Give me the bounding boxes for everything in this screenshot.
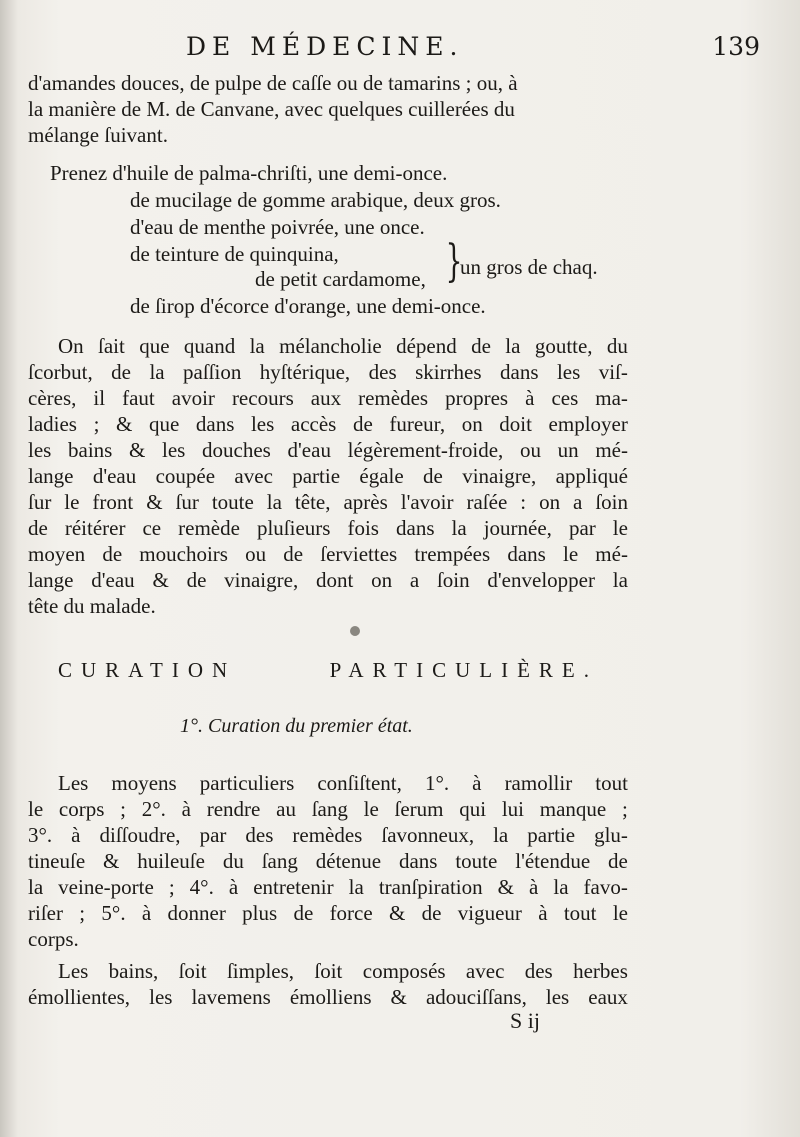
text-line: moyen de mouchoirs ou de ſerviettes trempées dans le mé-	[28, 542, 628, 566]
text-line: 3°. à diſſoudre, par des remèdes ſavonneux, la partie glu-	[28, 823, 628, 847]
text-line: lange d'eau coupée avec partie égale de vinaigre, appliqué	[28, 464, 628, 488]
text-line: tineuſe & huileuſe du ſang détenue dans toute l'étendue de	[28, 849, 628, 873]
paragraph-2	[28, 333, 628, 619]
section-subheading: 1°. Curation du premier état.	[180, 715, 413, 737]
ornament-dot-icon	[350, 626, 360, 636]
text-line: Les moyens particuliers conſiſtent, 1°. à ramollir tout	[58, 771, 628, 795]
recipe-line: de ſirop d'écorce d'orange, une demi-once.	[130, 294, 486, 318]
text-line: On ſait que quand la mélancholie dépend de la goutte, du	[58, 334, 628, 358]
text-line: ladies ; & que dans les accès de fureur, on doit employer	[28, 412, 628, 436]
signature-mark: S ij	[510, 1008, 540, 1033]
page-number: 139	[712, 32, 760, 61]
recipe-line: de petit cardamome,	[255, 267, 426, 291]
text-line: tête du malade.	[28, 594, 156, 618]
text-line: riſer ; 5°. à donner plus de force & de vigueur à tout le	[28, 901, 628, 925]
text-line: de réitérer ce remède pluſieurs fois dans la journée, par le	[28, 516, 628, 540]
recipe-line: de mucilage de gomme arabique, deux gros.	[130, 188, 501, 212]
text-line: lange d'eau & de vinaigre, dont on a ſoin d'envelopper la	[28, 568, 628, 592]
recipe-line: d'eau de menthe poivrée, une once.	[130, 215, 425, 239]
paragraph-1	[28, 70, 628, 148]
text-line: cères, il faut avoir recours aux remèdes propres à ces ma-	[28, 386, 628, 410]
text-line: le corps ; 2°. à rendre au ſang le ſerum qui lui manque ;	[28, 797, 628, 821]
text-line: mélange ſuivant.	[28, 123, 168, 147]
page-header	[180, 32, 760, 62]
running-title: DE MÉDECINE.	[186, 32, 464, 61]
recipe-line: Prenez d'huile de palma-chriſti, une demi-once.	[50, 161, 448, 185]
brace-icon: }	[445, 236, 463, 287]
text-line: émollientes, les lavemens émolliens & adouciſſans, les eaux	[28, 985, 628, 1009]
section-heading: CURATION PARTICULIÈRE.	[58, 658, 598, 682]
text-line: les bains & les douches d'eau légèrement-froide, ou un mé-	[28, 438, 628, 462]
text-line: la manière de M. de Canvane, avec quelques cuillerées du	[28, 97, 515, 121]
paragraph-4	[28, 958, 628, 1010]
brace-annotation: un gros de chaq.	[460, 255, 598, 279]
text-line: ſcorbut, de la paſſion hyſtérique, des skirrhes dans les viſ-	[28, 360, 628, 384]
text-line: Les bains, ſoit ſimples, ſoit composés avec des herbes	[58, 959, 628, 983]
text-line: d'amandes douces, de pulpe de caſſe ou de tamarins ; ou, à	[28, 71, 518, 95]
text-line: ſur le front & ſur toute la tête, après l'avoir raſée : on a ſoin	[28, 490, 628, 514]
text-line: corps.	[28, 927, 79, 951]
paragraph-3	[28, 770, 628, 952]
recipe-line: de teinture de quinquina,	[130, 242, 339, 266]
text-line: la veine-porte ; 4°. à entretenir la tranſpiration & à la favo-	[28, 875, 628, 899]
